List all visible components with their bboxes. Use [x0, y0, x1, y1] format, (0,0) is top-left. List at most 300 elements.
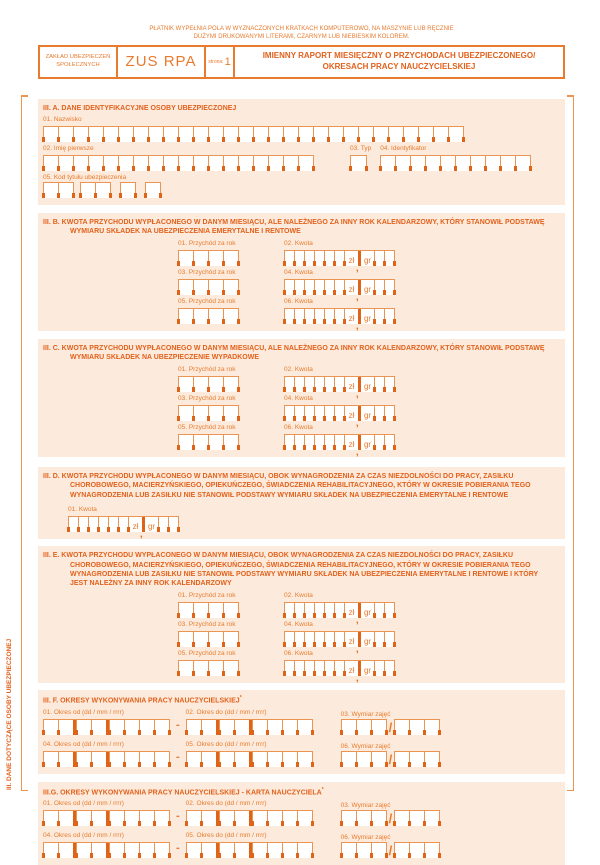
char-cell[interactable]: [283, 127, 298, 142]
section-d-row: [68, 506, 557, 540]
char-cell[interactable]: [109, 720, 124, 735]
char-cell[interactable]: [384, 406, 394, 421]
char-cell[interactable]: [371, 811, 386, 826]
char-cell[interactable]: [388, 127, 403, 142]
kwota-input[interactable]: [284, 660, 395, 683]
decimal-comma: ,: [356, 388, 359, 399]
przychod-rok-input[interactable]: [178, 308, 239, 324]
char-cell[interactable]: [223, 406, 238, 421]
char-cell[interactable]: [356, 720, 371, 735]
char-cell[interactable]: [80, 183, 95, 198]
char-cell[interactable]: [58, 156, 73, 171]
char-cell[interactable]: [283, 156, 298, 171]
char-cell[interactable]: [73, 156, 88, 171]
char-cell[interactable]: [88, 127, 103, 142]
char-cell[interactable]: [371, 752, 386, 767]
section-e-title: III. E. KWOTA PRZYCHODU WYPŁACONEGO W DANYM MIESIĄCU, OBOK WYNAGRODZENIA ZA CZAS NIEZDOLNOŚCI DO PRACY, ZASIŁKU CHOROBOWEGO, MACIERZYŃSKIEGO, OPIEKUŃCZEGO, ŚWIADCZENIA REHABILITACYJNEGO, KTÓRY W OKRESIE POBIERANIA TEGO WYNAGRODZENIA LUB ZASIŁKU NIE STANOWIŁ PODSTAWY WYMIARU SKŁADEK NA UBEZPIECZENIA EMERYTALNE I RENTOWE I KTÓRY JEST NALEŻNY ZA INNY ROK KALENDARZOWY: [43, 552, 539, 588]
char-cell[interactable]: [223, 309, 238, 324]
wymiar-zajec-label: 03. Wymiar zajęć: [340, 802, 391, 810]
char-cell[interactable]: [384, 603, 394, 618]
char-cell[interactable]: [193, 377, 208, 392]
char-cell[interactable]: [208, 661, 223, 676]
char-cell[interactable]: [219, 843, 234, 858]
char-cell[interactable]: [268, 156, 283, 171]
przychod-rok-input[interactable]: [178, 405, 239, 421]
char-cell[interactable]: [208, 251, 223, 266]
char-cell[interactable]: [223, 127, 238, 142]
char-cell[interactable]: [124, 720, 139, 735]
char-cell[interactable]: [395, 156, 410, 171]
char-cell[interactable]: [193, 251, 208, 266]
char-cell[interactable]: [403, 127, 418, 142]
char-cell[interactable]: [341, 843, 356, 858]
kwota-label: 06. Kwota: [284, 423, 313, 431]
char-cell[interactable]: [154, 720, 169, 735]
okres-od-input[interactable]: [43, 751, 170, 767]
char-cell[interactable]: [485, 156, 500, 171]
grosze-label: gr: [363, 313, 372, 323]
char-cell[interactable]: [201, 843, 216, 858]
okres-do-input[interactable]: [186, 719, 313, 735]
char-cell[interactable]: [118, 156, 133, 171]
field-nazwisko: [43, 116, 557, 142]
char-cell[interactable]: [234, 843, 249, 858]
char-cell[interactable]: [341, 811, 356, 826]
char-cell[interactable]: [298, 127, 313, 142]
grosze-label: gr: [363, 381, 372, 391]
char-cell[interactable]: [178, 127, 193, 142]
char-cell[interactable]: [91, 720, 106, 735]
char-cell[interactable]: [409, 720, 424, 735]
char-cell[interactable]: [193, 406, 208, 421]
char-cell[interactable]: [91, 811, 106, 826]
instructions-line-2: DUŻYMI DRUKOWANYMI LITERAMI, CZARNYM LUB NIEBIESKIM KOLOREM.: [193, 33, 410, 40]
char-cell[interactable]: [394, 811, 409, 826]
char-cell[interactable]: [394, 752, 409, 767]
char-cell[interactable]: [380, 156, 395, 171]
kod-tytulu-input-4[interactable]: [145, 182, 161, 198]
char-cell[interactable]: [201, 811, 216, 826]
char-cell[interactable]: [282, 720, 297, 735]
char-cell[interactable]: [178, 251, 193, 266]
kod-tytulu-input-3[interactable]: [120, 182, 136, 198]
char-cell[interactable]: [418, 127, 433, 142]
char-cell[interactable]: [76, 843, 91, 858]
imie-input[interactable]: [43, 155, 314, 171]
char-cell[interactable]: [267, 720, 282, 735]
char-cell[interactable]: [178, 309, 193, 324]
left-section-bracket: [21, 95, 28, 791]
char-cell[interactable]: [120, 183, 135, 198]
char-cell[interactable]: [252, 752, 267, 767]
char-cell[interactable]: [139, 843, 154, 858]
decimal-comma: ,: [140, 529, 143, 540]
decimal-separator: [356, 251, 361, 273]
char-cell[interactable]: [371, 720, 386, 735]
char-cell[interactable]: [223, 251, 238, 266]
decimal-comma: ,: [356, 672, 359, 683]
char-cell[interactable]: [384, 377, 394, 392]
date-range-dash: -: [176, 810, 180, 823]
wymiar-licznik-input[interactable]: [341, 810, 387, 826]
page-indicator: [206, 47, 235, 77]
char-cell[interactable]: [350, 156, 366, 171]
char-cell[interactable]: [193, 603, 208, 618]
char-cell[interactable]: [163, 156, 178, 171]
char-cell[interactable]: [43, 183, 58, 198]
char-cell[interactable]: [356, 843, 371, 858]
grosze-label: gr: [363, 636, 372, 646]
char-cell[interactable]: [145, 183, 160, 198]
grosze-label: gr: [363, 607, 372, 617]
char-cell[interactable]: [313, 127, 328, 142]
decimal-separator: [356, 377, 361, 399]
char-cell[interactable]: [58, 720, 73, 735]
zloty-label: zł: [344, 632, 358, 647]
char-cell[interactable]: [448, 127, 463, 142]
char-cell[interactable]: [343, 127, 358, 142]
char-cell[interactable]: [208, 156, 223, 171]
char-cell[interactable]: [252, 720, 267, 735]
char-cell[interactable]: [43, 127, 58, 142]
wymiar-zajec-label: 06. Wymiar zajęć: [340, 834, 391, 842]
char-cell[interactable]: [178, 435, 193, 450]
char-cell[interactable]: [154, 811, 169, 826]
wymiar-mianownik-input[interactable]: [394, 719, 440, 735]
char-cell[interactable]: [252, 811, 267, 826]
char-cell[interactable]: [103, 127, 118, 142]
char-cell[interactable]: [515, 156, 530, 171]
char-cell[interactable]: [394, 720, 409, 735]
char-cell[interactable]: [88, 156, 103, 171]
kwota-input[interactable]: [284, 308, 395, 331]
char-cell[interactable]: [208, 280, 223, 295]
char-cell[interactable]: [193, 127, 208, 142]
section-g-row-2: [43, 832, 557, 858]
char-cell[interactable]: [133, 127, 148, 142]
char-cell[interactable]: [223, 156, 238, 171]
kwota-label: 04. Kwota: [284, 394, 313, 402]
char-cell[interactable]: [208, 435, 223, 450]
okres-do-label: 02. Okres do (dd / mm / rrrr): [185, 708, 267, 716]
kod-tytulu-input-2[interactable]: [80, 182, 111, 198]
char-cell[interactable]: [425, 156, 440, 171]
section-f-row-1: [43, 709, 557, 735]
char-cell[interactable]: [43, 752, 58, 767]
char-cell[interactable]: [223, 280, 238, 295]
char-cell[interactable]: [193, 435, 208, 450]
section-c-row-3: [178, 423, 557, 457]
wymiar-licznik-input[interactable]: [341, 751, 387, 767]
char-cell[interactable]: [223, 661, 238, 676]
char-cell[interactable]: [208, 377, 223, 392]
okres-do-input[interactable]: [186, 810, 313, 826]
section-iii-g: [38, 782, 565, 865]
section-iii-c: [38, 339, 565, 457]
char-cell[interactable]: [139, 720, 154, 735]
section-e-row-3: [178, 649, 557, 683]
char-cell[interactable]: [168, 517, 178, 532]
char-cell[interactable]: [186, 720, 201, 735]
char-cell[interactable]: [267, 811, 282, 826]
char-cell[interactable]: [73, 127, 88, 142]
char-cell[interactable]: [186, 752, 201, 767]
char-cell[interactable]: [43, 720, 58, 735]
char-cell[interactable]: [384, 435, 394, 450]
char-cell[interactable]: [409, 843, 424, 858]
char-cell[interactable]: [201, 720, 216, 735]
char-cell[interactable]: [371, 843, 386, 858]
char-cell[interactable]: [410, 156, 425, 171]
char-cell[interactable]: [43, 843, 58, 858]
char-cell[interactable]: [297, 843, 312, 858]
char-cell[interactable]: [103, 156, 118, 171]
page-label: strona:: [208, 58, 224, 65]
okres-do-input[interactable]: [186, 751, 313, 767]
char-cell[interactable]: [238, 156, 253, 171]
char-cell[interactable]: [223, 435, 238, 450]
char-cell[interactable]: [178, 280, 193, 295]
char-cell[interactable]: [76, 752, 91, 767]
char-cell[interactable]: [384, 661, 394, 676]
char-cell[interactable]: [252, 843, 267, 858]
char-cell[interactable]: [186, 843, 201, 858]
char-cell[interactable]: [234, 811, 249, 826]
char-cell[interactable]: [139, 811, 154, 826]
wymiar-licznik-input[interactable]: [341, 842, 387, 858]
char-cell[interactable]: [223, 632, 238, 647]
char-cell[interactable]: [219, 752, 234, 767]
char-cell[interactable]: [186, 811, 201, 826]
char-cell[interactable]: [268, 127, 283, 142]
char-cell[interactable]: [384, 280, 394, 295]
char-cell[interactable]: [341, 752, 356, 767]
char-cell[interactable]: [148, 127, 163, 142]
decimal-separator: [356, 309, 361, 331]
wymiar-zajec-label: 06. Wymiar zajęć: [340, 742, 391, 750]
char-cell[interactable]: [282, 843, 297, 858]
przychod-label: 01. Przychód za rok: [178, 365, 236, 373]
kwota-label: 02. Kwota: [284, 239, 313, 247]
char-cell[interactable]: [356, 811, 371, 826]
char-cell[interactable]: [500, 156, 515, 171]
field-kod-tytulu: [43, 174, 557, 198]
kwota-input[interactable]: [284, 434, 395, 457]
grosze-label: gr: [363, 665, 372, 675]
char-cell[interactable]: [424, 811, 439, 826]
char-cell[interactable]: [297, 720, 312, 735]
okres-od-input[interactable]: [43, 810, 170, 826]
wymiar-mianownik-input[interactable]: [394, 810, 440, 826]
char-cell[interactable]: [219, 720, 234, 735]
char-cell[interactable]: [163, 127, 178, 142]
char-cell[interactable]: [424, 720, 439, 735]
okres-od-input[interactable]: [43, 842, 170, 858]
fraction-slash: /: [388, 843, 393, 859]
char-cell[interactable]: [178, 156, 193, 171]
section-f-row-2: [43, 741, 557, 767]
okres-do-label: 02. Okres do (dd / mm / rrrr): [185, 800, 267, 808]
przychod-rok-input[interactable]: [178, 279, 239, 295]
char-cell[interactable]: [238, 127, 253, 142]
char-cell[interactable]: [124, 811, 139, 826]
char-cell[interactable]: [424, 843, 439, 858]
char-cell[interactable]: [91, 843, 106, 858]
imie-label: 02. Imię pierwsze: [43, 145, 94, 153]
char-cell[interactable]: [253, 127, 268, 142]
char-cell[interactable]: [193, 632, 208, 647]
char-cell[interactable]: [193, 661, 208, 676]
char-cell[interactable]: [433, 127, 448, 142]
char-cell[interactable]: [409, 752, 424, 767]
section-g-row-1: [43, 800, 557, 826]
przychod-rok-input[interactable]: [178, 602, 239, 618]
zloty-label: zł: [344, 280, 358, 295]
char-cell[interactable]: [208, 603, 223, 618]
identyfikator-input[interactable]: [380, 155, 531, 171]
char-cell[interactable]: [234, 720, 249, 735]
char-cell[interactable]: [178, 603, 193, 618]
char-cell[interactable]: [58, 811, 73, 826]
section-iii-b: [38, 213, 565, 331]
char-cell[interactable]: [91, 752, 106, 767]
char-cell[interactable]: [208, 309, 223, 324]
nazwisko-label: 01. Nazwisko: [43, 116, 82, 124]
section-c-title: III. C. KWOTA PRZYCHODU WYPŁACONEGO W DANYM MIESIĄCU, ALE NALEŻNEGO ZA INNY ROK KALENDARZOWY, KTÓRY STANOWIŁ PODSTAWĘ WYMIARU SKŁADEK NA UBEZPIECZENIE WYPADKOWE: [43, 344, 545, 362]
przychod-rok-input[interactable]: [178, 660, 239, 676]
zloty-label: zł: [344, 406, 358, 421]
char-cell[interactable]: [178, 377, 193, 392]
section-iii-e: [38, 546, 565, 683]
char-cell[interactable]: [223, 377, 238, 392]
typ-input[interactable]: [350, 155, 367, 171]
przychod-label: 01. Przychód za rok: [178, 239, 236, 247]
okres-do-input[interactable]: [186, 842, 313, 858]
char-cell[interactable]: [297, 752, 312, 767]
przychod-label: 01. Przychód za rok: [178, 591, 236, 599]
okres-od-label: 01. Okres od (dd / mm / rrrr): [43, 800, 124, 808]
char-cell[interactable]: [148, 156, 163, 171]
char-cell[interactable]: [154, 752, 169, 767]
okres-od-label: 01. Okres od (dd / mm / rrrr): [43, 708, 124, 716]
char-cell[interactable]: [267, 843, 282, 858]
char-cell[interactable]: [193, 156, 208, 171]
char-cell[interactable]: [139, 752, 154, 767]
kwota-input[interactable]: [68, 516, 179, 540]
char-cell[interactable]: [208, 632, 223, 647]
section-b-row-3: [178, 297, 557, 331]
przychod-rok-input[interactable]: [178, 376, 239, 392]
char-cell[interactable]: [58, 843, 73, 858]
char-cell[interactable]: [223, 603, 238, 618]
char-cell[interactable]: [356, 752, 371, 767]
char-cell[interactable]: [124, 843, 139, 858]
char-cell[interactable]: [384, 251, 394, 266]
char-cell[interactable]: [455, 156, 470, 171]
przychod-rok-input[interactable]: [178, 250, 239, 266]
przychod-label: 03. Przychód za rok: [178, 268, 236, 276]
char-cell[interactable]: [253, 156, 268, 171]
char-cell[interactable]: [58, 752, 73, 767]
char-cell[interactable]: [58, 183, 73, 198]
char-cell[interactable]: [178, 632, 193, 647]
char-cell[interactable]: [154, 843, 169, 858]
char-cell[interactable]: [424, 752, 439, 767]
okres-od-input[interactable]: [43, 719, 170, 735]
wymiar-licznik-input[interactable]: [341, 719, 387, 735]
char-cell[interactable]: [193, 280, 208, 295]
char-cell[interactable]: [470, 156, 485, 171]
char-cell[interactable]: [43, 156, 58, 171]
przychod-rok-input[interactable]: [178, 434, 239, 450]
char-cell[interactable]: [358, 127, 373, 142]
char-cell[interactable]: [109, 843, 124, 858]
char-cell[interactable]: [208, 406, 223, 421]
char-cell[interactable]: [109, 811, 124, 826]
char-cell[interactable]: [109, 752, 124, 767]
char-cell[interactable]: [409, 811, 424, 826]
nazwisko-input[interactable]: [43, 126, 464, 142]
char-cell[interactable]: [384, 632, 394, 647]
char-cell[interactable]: [76, 720, 91, 735]
char-cell[interactable]: [95, 183, 110, 198]
char-cell[interactable]: [282, 752, 297, 767]
kwota-label: 02. Kwota: [284, 365, 313, 373]
kwota-label: 06. Kwota: [284, 297, 313, 305]
char-cell[interactable]: [193, 309, 208, 324]
char-cell[interactable]: [178, 406, 193, 421]
char-cell[interactable]: [76, 811, 91, 826]
wymiar-mianownik-input[interactable]: [394, 842, 440, 858]
char-cell[interactable]: [373, 127, 388, 142]
grosze-label: gr: [147, 522, 156, 532]
instructions-line-1: PŁATNIK WYPEŁNIA POLA W WYZNACZONYCH KRATKACH KOMPUTEROWO, NA MASZYNIE LUB RĘCZNIE: [149, 26, 454, 32]
char-cell[interactable]: [133, 156, 148, 171]
right-section-bracket: [567, 95, 574, 791]
zloty-label: zł: [344, 251, 358, 266]
char-cell[interactable]: [440, 156, 455, 171]
char-cell[interactable]: [298, 156, 313, 171]
okres-do-label: 05. Okres do (dd / mm / rrrr): [185, 832, 267, 840]
przychod-label: 03. Przychód za rok: [178, 394, 236, 402]
decimal-separator: [356, 435, 361, 457]
char-cell[interactable]: [267, 752, 282, 767]
section-iii-d: [38, 467, 565, 539]
char-cell[interactable]: [341, 720, 356, 735]
char-cell[interactable]: [282, 811, 297, 826]
char-cell[interactable]: [178, 661, 193, 676]
char-cell[interactable]: [384, 309, 394, 324]
char-cell[interactable]: [43, 811, 58, 826]
wymiar-mianownik-input[interactable]: [394, 751, 440, 767]
char-cell[interactable]: [328, 127, 343, 142]
form-title: IMIENNY RAPORT MIESIĘCZNY O PRZYCHODACH UBEZPIECZONEGO/ OKRESACH PRACY NAUCZYCIELSKIEJ: [262, 51, 536, 71]
przychod-rok-input[interactable]: [178, 631, 239, 647]
char-cell[interactable]: [58, 127, 73, 142]
char-cell[interactable]: [201, 752, 216, 767]
char-cell[interactable]: [208, 127, 223, 142]
kwota-label: 06. Kwota: [284, 649, 313, 657]
kod-tytulu-input-1[interactable]: [43, 182, 74, 198]
char-cell[interactable]: [234, 752, 249, 767]
char-cell[interactable]: [297, 811, 312, 826]
char-cell[interactable]: [118, 127, 133, 142]
fraction-slash: /: [388, 719, 393, 735]
char-cell[interactable]: [394, 843, 409, 858]
char-cell[interactable]: [219, 811, 234, 826]
decimal-comma: ,: [356, 262, 359, 273]
char-cell[interactable]: [124, 752, 139, 767]
